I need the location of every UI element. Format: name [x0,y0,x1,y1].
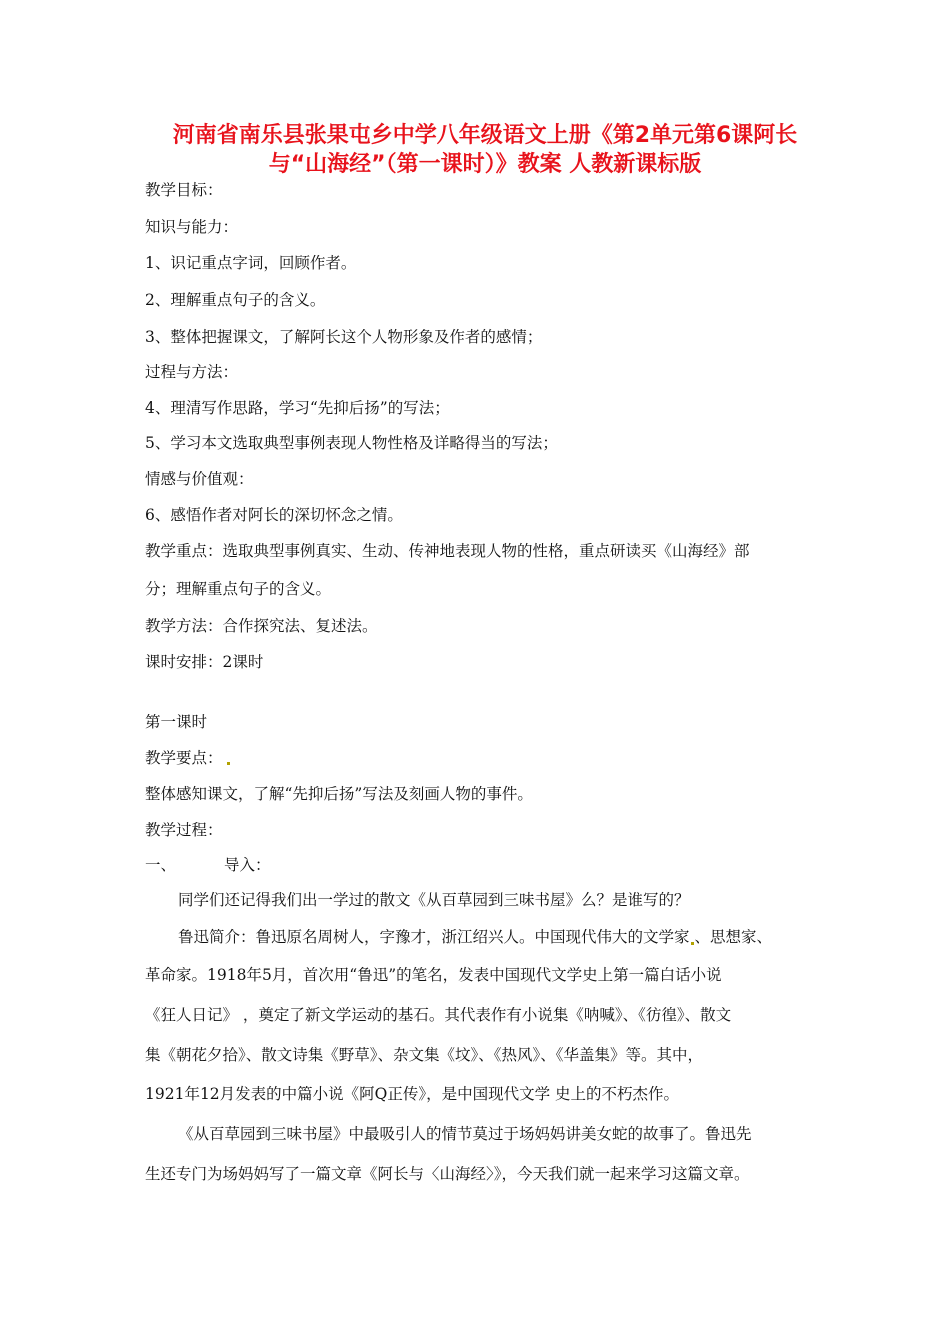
lesson-points-content: 整体感知课文，了解“先抑后扬”写法及刻画人物的事件。 [145,785,533,803]
luxun-intro-line-3: 《狂人日记》 ，奠定了新文学运动的基石。其代表作有小说集《呐喊》、《彷徨》、散文 [145,1006,732,1024]
luxun-intro-part-2: 、思想家、 [694,928,773,946]
lesson-points-heading [145,748,230,768]
title-line-2: 与“山海经”（第一课时）》教案 人教新课标版 [268,152,702,177]
luxun-intro-line-5: 1921年12月发表的中篇小说《阿Q正传》，是中国现代文学 史上的不朽杰作。 [145,1085,680,1103]
title-line-1: 河南省南乐县张果屯乡中学八年级语文上册《第2单元第6课阿长 [172,123,798,148]
luxun-intro-part-1: 鲁迅简介：鲁迅原名周树人，字豫才，浙江绍兴人。中国现代伟大的文学家 [178,928,690,946]
knowledge-ability-heading: 知识与能力： [145,218,239,236]
stray-dot-mark [227,762,230,765]
luxun-intro-line-4: 集《朝花夕拾》、散文诗集《野草》、杂文集《坟》、《热风》、《华盖集》等。其中， [145,1046,704,1064]
objective-item-5: 5、学习本文选取典型事例表现人物性格及详略得当的写法； [145,434,558,452]
objective-item-2: 2、理解重点句子的含义。 [145,291,326,309]
objective-item-3: 3、整体把握课文，了解阿长这个人物形象及作者的感情； [145,328,543,346]
key-points-line-2: 分；理解重点句子的含义。 [145,580,332,598]
schedule: 课时安排：2课时 [145,653,264,671]
emotion-value-heading: 情感与价值观： [145,470,254,488]
teaching-method: 教学方法：合作探究法、复述法。 [145,617,378,635]
teaching-objectives-heading: 教学目标： [145,181,223,199]
document-title [140,121,830,179]
objective-item-1: 1、识记重点字词，回顾作者。 [145,254,357,272]
lesson-points-label: 教学要点： [145,749,223,767]
objective-item-4: 4、理清写作思路，学习“先抑后扬”的写法； [145,399,450,417]
objective-item-6: 6、感悟作者对阿长的深切怀念之情。 [145,506,403,524]
section-label: 导入： [224,856,271,874]
key-points-line-1: 教学重点：选取典型事例真实、生动、传神地表现人物的性格，重点研读买《山海经》部 [145,542,750,560]
section-number: 一、 [145,856,177,874]
article-intro-line-1: 《从百草园到三味书屋》中最吸引人的情节莫过于场妈妈讲美女蛇的故事了。鲁迅先 [178,1125,752,1143]
luxun-intro-line-2: 革命家。1918年5月，首次用“鲁迅”的笔名，发表中国现代文学史上第一篇白话小说 [145,966,722,984]
teaching-process-heading: 教学过程： [145,821,223,839]
intro-question: 同学们还记得我们出一学过的散文《从百草园到三味书屋》么？是谁写的？ [178,891,690,909]
luxun-intro-line-1 [178,927,772,947]
section-introduction [145,855,271,875]
process-method-heading: 过程与方法： [145,363,239,381]
article-intro-line-2: 生还专门为场妈妈写了一篇文章《阿长与〈山海经〉》，今天我们就一起来学习这篇文章。 [145,1165,750,1183]
stray-dot-mark-2 [691,942,694,945]
first-lesson-heading: 第一课时 [145,713,208,731]
